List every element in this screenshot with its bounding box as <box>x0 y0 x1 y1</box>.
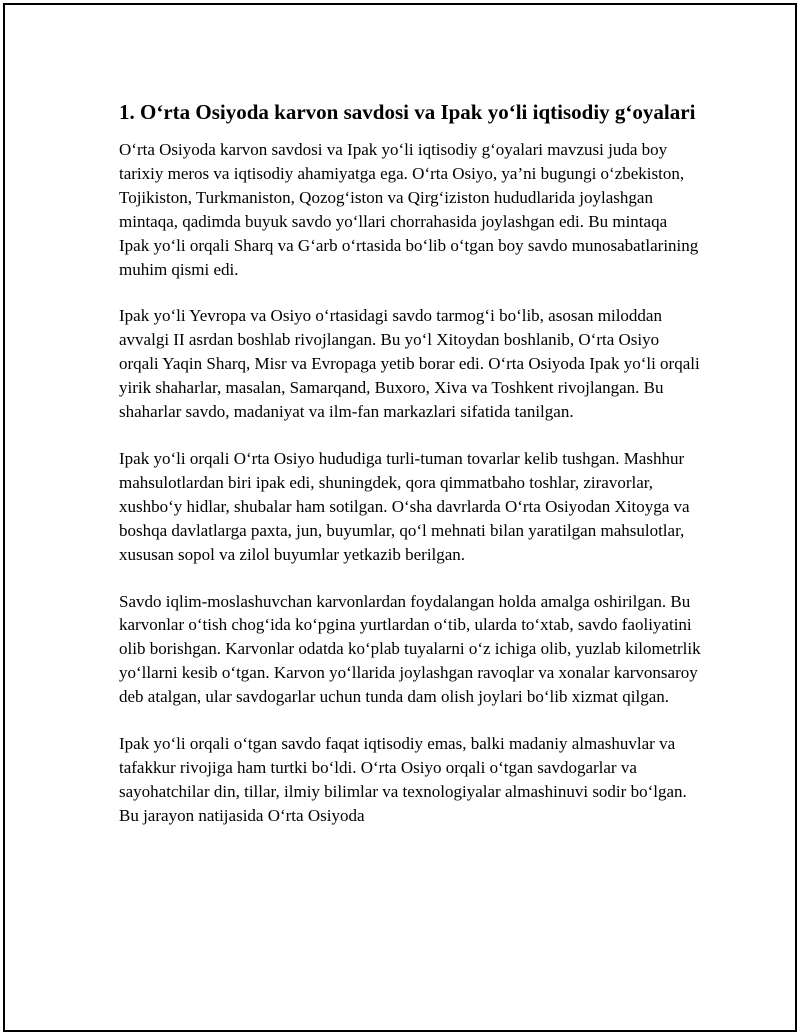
paragraph-5: Ipak yo‘li orqali o‘tgan savdo faqat iqtisodiy emas, balki madaniy almashuvlar va tafakkur rivojiga ham turtki bo‘ldi. O‘rta Osiyo orqali o‘tgan savdogarlar va sayohatchilar din, tillar, ilmiy bilimlar va texnologiyalar almashinuvi sodir bo‘lgan. Bu jarayon natijasida O‘rta Osiyoda <box>119 734 687 825</box>
document-page <box>3 3 797 1032</box>
paragraph-2: Ipak yo‘li Yevropa va Osiyo o‘rtasidagi savdo tarmog‘i bo‘lib, asosan miloddan avvalgi II asrdan boshlab rivojlangan. Bu yo‘l Xitoydan boshlanib, O‘rta Osiyo orqali Yaqin Sharq, Misr va Evropaga yetib borar edi. O‘rta Osiyoda Ipak yo‘li orqali yirik shaharlar, masalan, Samarqand, Buxoro, Xiva va Toshkent rivojlangan. Bu shaharlar savdo, madaniyat va ilm-fan markazlari sifatida tanilgan. <box>119 306 700 422</box>
paragraph-1: O‘rta Osiyoda karvon savdosi va Ipak yo‘li iqtisodiy g‘oyalari mavzusi juda boy tarixiy meros va iqtisodiy ahamiyatga ega. O‘rta Osiyo, ya’ni bugungi o‘zbekiston, Tojikiston, Turkmaniston, Qozog‘iston va Qirg‘iziston hududlarida joylashgan mintaqa, qadimda buyuk savdo yo‘llari chorrahasida joylashgan edi. Bu mintaqa Ipak yo‘li orqali Sharq va G‘arb o‘rtasida bo‘lib o‘tgan boy savdo munosabatlarining muhim qismi edi. <box>119 140 699 279</box>
document-body <box>119 99 701 851</box>
paragraph-3: Ipak yo‘li orqali O‘rta Osiyo hududiga turli-tuman tovarlar kelib tushgan. Mashhur mahsulotlardan biri ipak edi, shuningdek, qora qimmatbaho toshlar, ziravorlar, xushbo‘y hidlar, shubalar ham sotilgan. O‘sha davrlarda O‘rta Osiyodan Xitoyga va boshqa davlatlarga paxta, jun, buyumlar, qo‘l mehnati bilan yaratilgan mahsulotlar, xususan sopol va zilol buyumlar yetkazib berilgan. <box>119 448 690 564</box>
section-heading: 1. O‘rta Osiyoda karvon savdosi va Ipak yo‘li iqtisodiy g‘oyalari <box>119 100 696 124</box>
paragraph-4: Savdo iqlim-moslashuvchan karvonlardan foydalangan holda amalga oshirilgan. Bu karvonlar o‘tish chog‘ida ko‘pgina yurtlardan o‘tib, ularda to‘xtab, savdo faoliyatini olib borishgan. Karvonlar odatda ko‘plab tuyalarni o‘z ichiga olib, yuzlab kilometrlik yo‘llarni kesib o‘tgan. Karvon yo‘llarida joylashgan ravoqlar va xonalar karvonsaroy deb atalgan, ular savdogarlar uchun tunda dam olish joylari bo‘lib xizmat qilgan. <box>119 591 701 707</box>
